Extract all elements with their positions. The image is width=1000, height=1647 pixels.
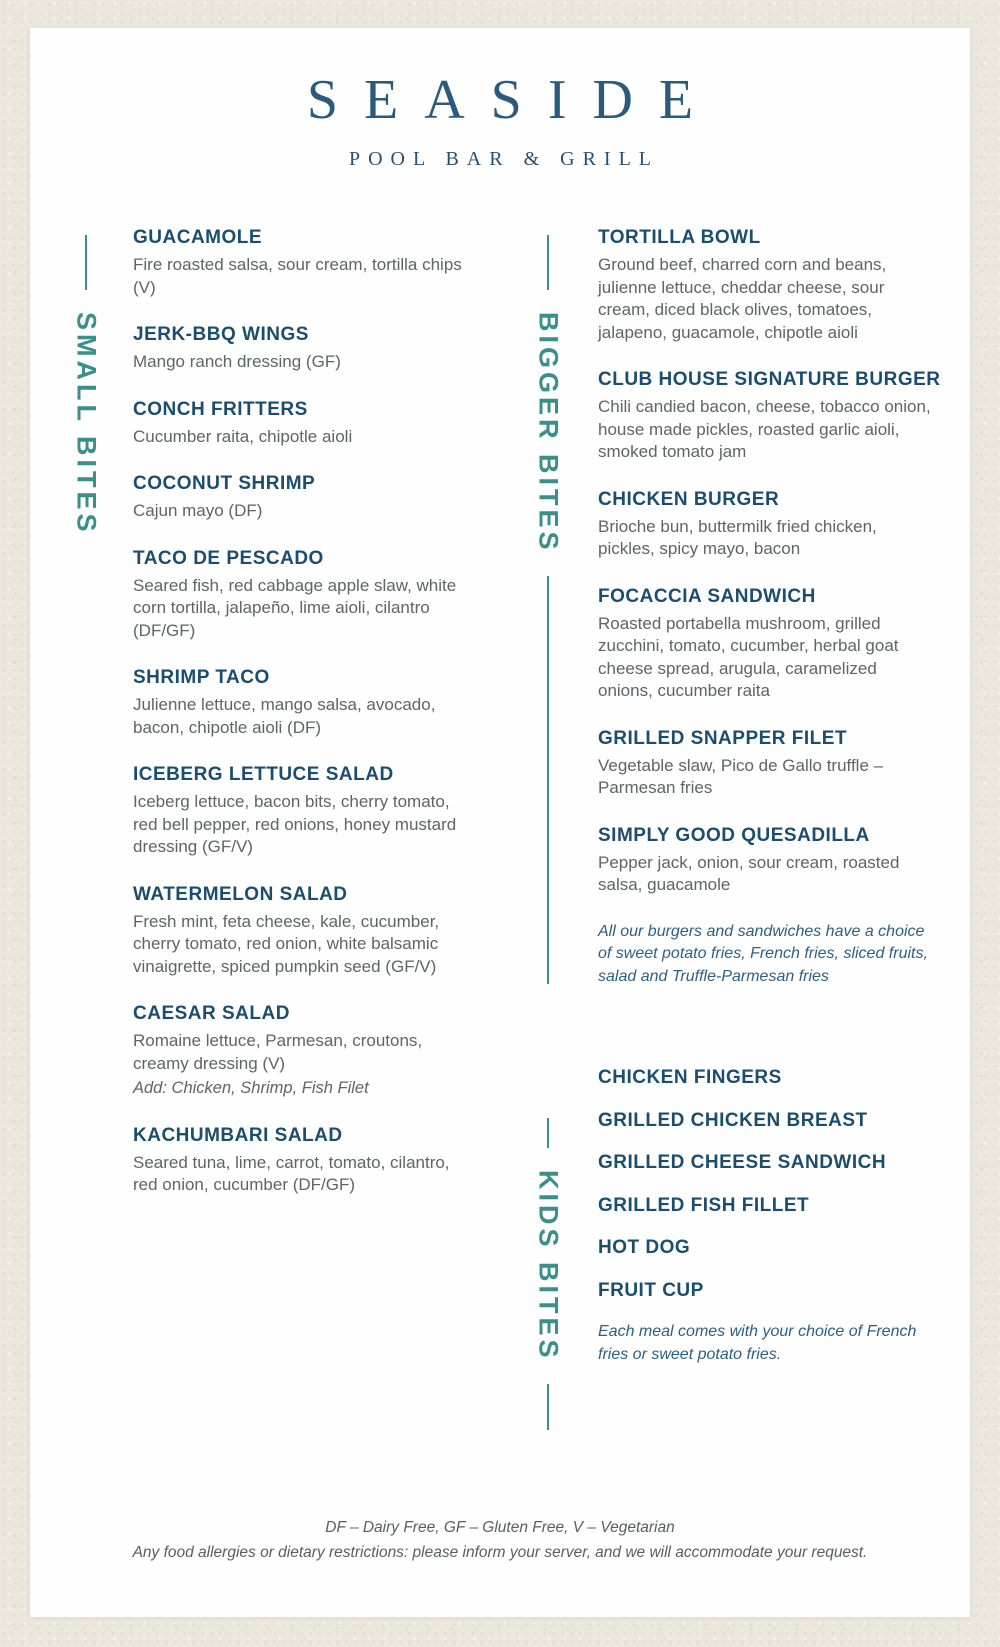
item-description: Seared fish, red cabbage apple slaw, white corn tortilla, jalapeño, lime aioli, cilantro (DF/GF) (133, 575, 457, 640)
item-description: Cucumber raita, chipotle aioli (133, 426, 353, 446)
section-label-bigger-bites: BIGGER BITES (533, 312, 564, 554)
item-name: SIMPLY GOOD QUESADILLA (598, 824, 870, 846)
section-rail-kids-bites (531, 1118, 565, 1430)
item-name: TORTILLA BOWL (598, 227, 761, 248)
item-description: Ground beef, charred corn and beans, julienne lettuce, cheddar cheese, sour cream, diced black olives, tomatoes, jalapeno, guacamole, chipotle aioli (598, 255, 887, 342)
item-name: JERK-BBQ WINGS (133, 324, 309, 345)
kids-item-name: CHICKEN FINGERS (598, 1067, 782, 1088)
kids-bites-column (598, 1066, 934, 1366)
menu-item (598, 824, 934, 897)
item-description: Romaine lettuce, Parmesan, croutons, creamy dressing (V) (133, 1031, 423, 1073)
item-description: Mango ranch dressing (GF) (133, 352, 341, 371)
menu-card (30, 28, 970, 1617)
footer (30, 1515, 970, 1565)
rail-line-top (547, 1118, 549, 1148)
item-name: CONCH FRITTERS (133, 398, 308, 420)
kids-item-name: GRILLED CHEESE SANDWICH (598, 1152, 887, 1173)
dietary-legend: DF – Dairy Free, GF – Gluten Free, V – Vegetarian (325, 1519, 675, 1536)
kids-bites-note: Each meal comes with your choice of French fries or sweet potato fries. (598, 1323, 917, 1363)
menu-item (133, 1124, 469, 1197)
menu-item (133, 883, 469, 979)
item-name: WATERMELON SALAD (133, 883, 348, 905)
restaurant-name: SEASIDE (306, 69, 720, 131)
item-description: Chili candied bacon, cheese, tobacco onion, house made pickles, roasted garlic aioli, smoked tomato jam (598, 397, 931, 461)
section-label-kids-bites: KIDS BITES (533, 1170, 564, 1362)
allergy-notice: Any food allergies or dietary restrictions: please inform your server, and we will accommodate your request. (132, 1544, 868, 1561)
item-description: Julienne lettuce, mango salsa, avocado, bacon, chipotle aioli (DF) (133, 695, 436, 737)
kids-item-name: HOT DOG (598, 1237, 691, 1258)
item-description: Pepper jack, onion, sour cream, roasted salsa, guacamole (598, 852, 900, 894)
menu-item (133, 226, 469, 299)
menu-item (598, 727, 934, 800)
item-description: Cajun mayo (DF) (133, 501, 263, 520)
item-name: ICEBERG LETTUCE SALAD (133, 764, 394, 785)
menu-item (133, 547, 469, 643)
section-rail-bigger-bites (531, 235, 565, 984)
item-name: CLUB HOUSE SIGNATURE BURGER (598, 369, 941, 390)
menu-item (598, 226, 934, 344)
kids-item-name: GRILLED FISH FILLET (598, 1194, 810, 1216)
section-label-small-bites: SMALL BITES (71, 312, 102, 536)
menu-item (598, 488, 934, 561)
rail-line-bottom (547, 576, 549, 984)
item-description: Brioche bun, buttermilk fried chicken, pickles, spicy mayo, bacon (598, 516, 877, 558)
menu-item (598, 585, 934, 703)
kids-item-name: FRUIT CUP (598, 1279, 704, 1301)
item-name: SHRIMP TACO (133, 667, 270, 688)
bigger-bites-column (598, 226, 941, 988)
item-description: Vegetable slaw, Pico de Gallo truffle – Parmesan fries (598, 755, 884, 797)
item-description: Fresh mint, feta cheese, kale, cucumber, cherry tomato, red onion, white balsamic vinaigrette, spiced pumpkin seed (GF/V) (133, 911, 440, 976)
menu-item (133, 323, 469, 374)
item-description: Seared tuna, lime, carrot, tomato, cilantro, red onion, cucumber (DF/GF) (133, 1152, 450, 1194)
item-description: Fire roasted salsa, sour cream, tortilla chips (V) (133, 255, 462, 297)
item-addon-note: Add: Chicken, Shrimp, Fish Filet (133, 1079, 369, 1097)
item-description: Iceberg lettuce, bacon bits, cherry tomato, red bell pepper, red onions, honey mustard dressing (GF/V) (133, 792, 457, 856)
bigger-bites-note: All our burgers and sandwiches have a choice of sweet potato fries, French fries, sliced fruits, salad and Truffle-Parmesan fries (598, 922, 928, 985)
rail-line-bottom (547, 1384, 549, 1430)
rail-line-top (547, 235, 549, 290)
item-name: COCONUT SHRIMP (133, 473, 316, 494)
item-name: TACO DE PESCADO (133, 547, 324, 569)
item-name: FOCACCIA SANDWICH (598, 585, 816, 607)
restaurant-tagline: POOL BAR & GRILL (348, 148, 660, 170)
menu-item (133, 763, 469, 859)
item-name: GUACAMOLE (133, 227, 263, 248)
menu-item (598, 368, 941, 464)
rail-line-top (85, 235, 87, 290)
menu-item (133, 1002, 469, 1100)
menu-item (133, 472, 469, 523)
item-description: Roasted portabella mushroom, grilled zucchini, tomato, cucumber, herbal goat cheese spread, arugula, caramelized onions, cucumber raita (598, 613, 899, 700)
item-name: CHICKEN BURGER (598, 488, 780, 510)
item-name: KACHUMBARI SALAD (133, 1124, 343, 1146)
kids-item-name: GRILLED CHICKEN BREAST (598, 1109, 868, 1131)
item-name: GRILLED SNAPPER FILET (598, 727, 848, 749)
section-rail-small-bites (69, 235, 103, 536)
item-name: CAESAR SALAD (133, 1003, 290, 1024)
small-bites-column (133, 226, 469, 1221)
menu-item (133, 398, 469, 449)
menu-item (133, 666, 469, 739)
